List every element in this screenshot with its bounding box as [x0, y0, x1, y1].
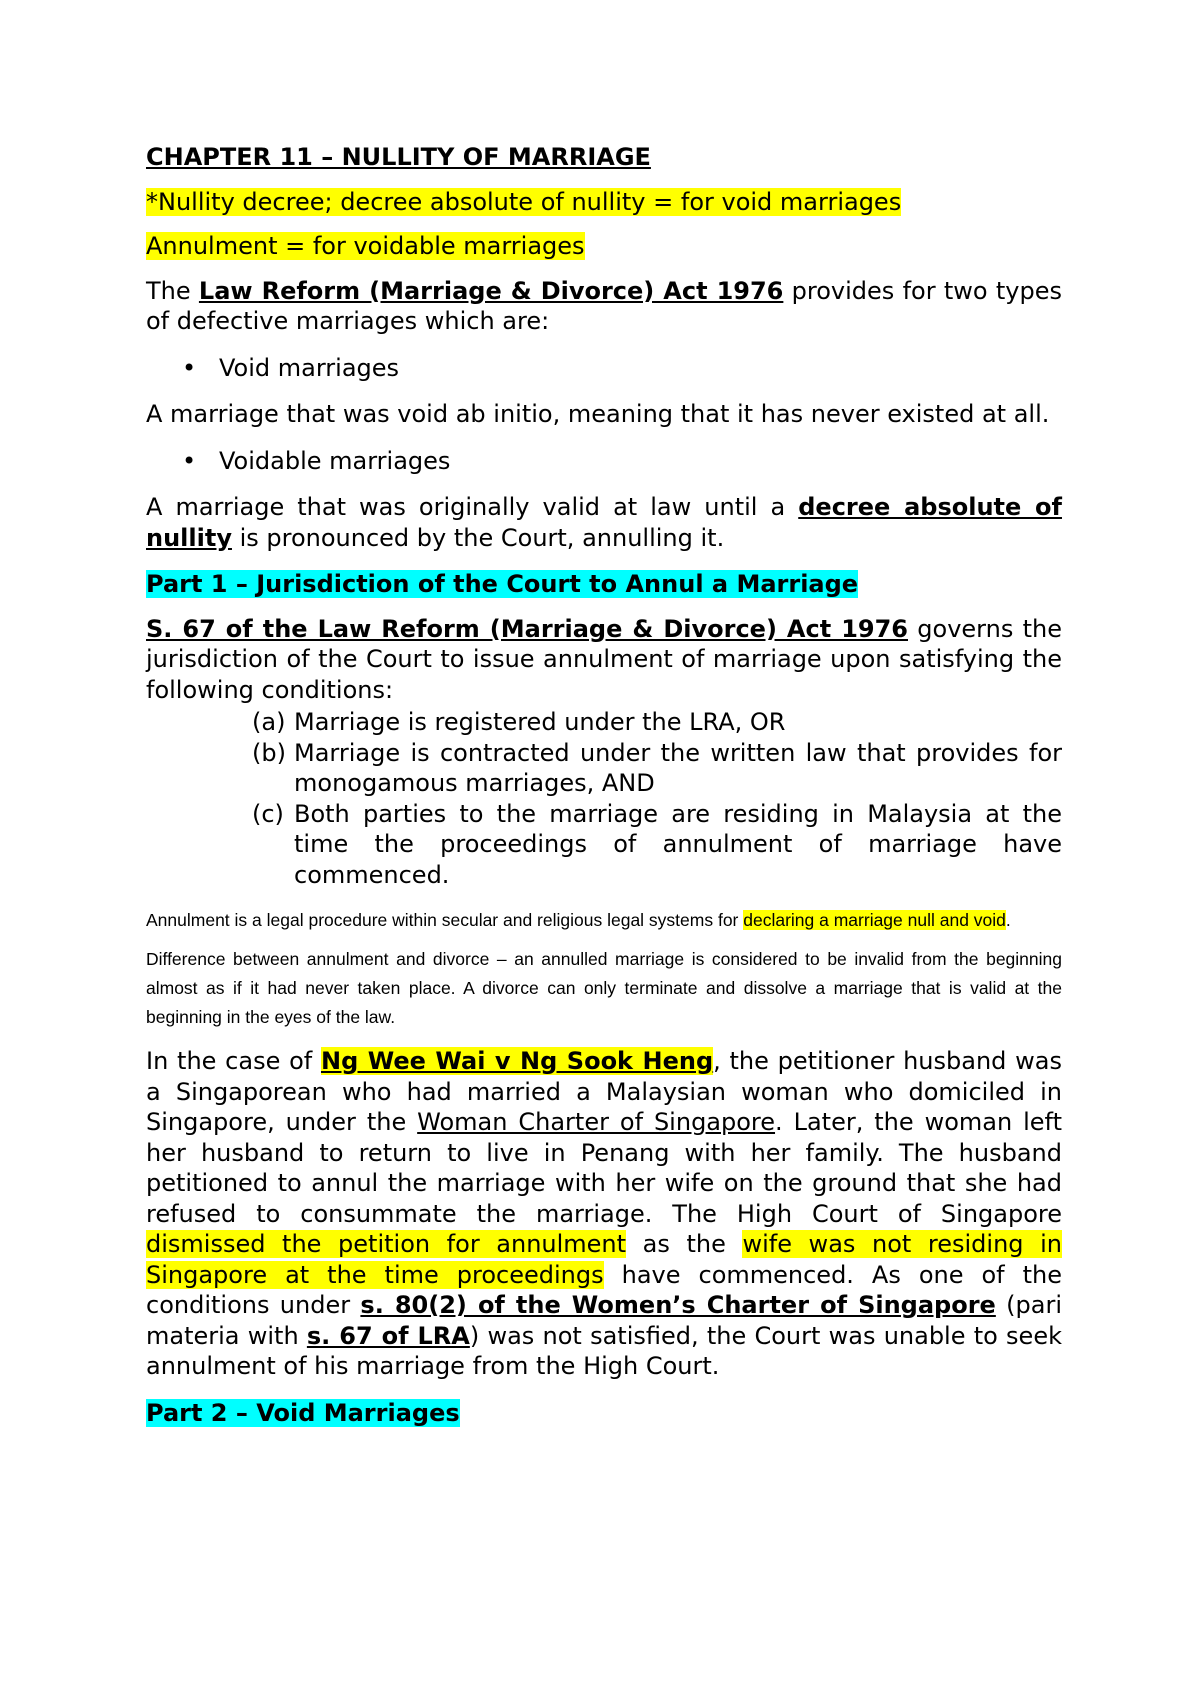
condition-text: Both parties to the marriage are residing in Malaysia at the time the proceedings of annulment of marriage have commenced.: [294, 799, 1062, 889]
condition-marker: (c): [252, 799, 284, 828]
condition-marker: (a): [252, 708, 286, 736]
nullity-note-highlight: *Nullity decree; decree absolute of nullity = for void marriages: [146, 187, 902, 216]
annulment-note: [146, 231, 1062, 262]
part2-heading-text: Part 2 – Void Marriages: [146, 1398, 460, 1427]
bullet-void: [146, 353, 1062, 384]
case-text: , the petitioner husband was a Singaporean who had married a Malaysian woman who domiciled in Singapore, under the: [146, 1047, 1062, 1136]
voidable-text: A marriage that was originally valid at law until a: [146, 493, 799, 521]
case-highlight-residing: wife was not residing in Singapore at the time proceedings: [146, 1230, 1062, 1289]
condition-a: [146, 707, 1062, 738]
part1-heading: [146, 569, 1062, 600]
annulment-definition-highlight: declaring a marriage null and void: [743, 910, 1006, 930]
section-67-reference: S. 67 of the Law Reform (Marriage & Divorce) Act 1976: [146, 614, 908, 643]
case-name: Ng Wee Wai v Ng Sook Heng: [321, 1047, 714, 1075]
part2-heading: [146, 1398, 1062, 1429]
bullet-icon: •: [182, 446, 197, 475]
intro-text: The: [146, 276, 199, 305]
annulment-definition-end: .: [1005, 910, 1011, 930]
annulment-definition: [146, 906, 1062, 935]
intro-paragraph: [146, 276, 1062, 337]
decree-absolute-term: decree absolute of nullity: [146, 493, 1062, 552]
bullet-voidable: [146, 446, 1062, 477]
intro-text-end: provides for two types of defective marriages which are:: [146, 276, 1062, 335]
chapter-title: CHAPTER 11 – NULLITY OF MARRIAGE: [146, 143, 651, 171]
bullet-icon: •: [182, 353, 197, 382]
case-text: In the case of: [146, 1047, 321, 1075]
nullity-note: [146, 187, 1062, 218]
case-highlight-dismissed: dismissed the petition for annulment: [146, 1230, 627, 1258]
bullet-voidable-label: Voidable marriages: [219, 446, 451, 475]
case-text: (pari materia with: [146, 1291, 1063, 1350]
annulment-vs-divorce: Difference between annulment and divorce – an annulled marriage is considered to be invalid from the beginning almost as if it had never taken place. A divorce can only terminate and dissolve a marriage that is valid at the beginning in the eyes of the law.: [146, 949, 1062, 1027]
act-reference: Law Reform (Marriage & Divorce) Act 1976: [198, 276, 784, 305]
case-paragraph: [146, 1046, 1062, 1382]
voidable-description: [146, 492, 1062, 553]
part1-heading-text: Part 1 – Jurisdiction of the Court to Annul a Marriage: [146, 570, 859, 598]
section-67-text: governs the jurisdiction of the Court to issue annulment of marriage upon satisfying the following conditions:: [146, 614, 1062, 704]
annulment-definition-text: Annulment is a legal procedure within secular and religious legal systems for: [146, 910, 744, 930]
section-67-lra-reference: s. 67 of LRA: [306, 1321, 470, 1350]
void-description: A marriage that was void ab initio, meaning that it has never existed at all.: [146, 400, 1050, 428]
condition-c: [146, 799, 1062, 891]
case-text: . Later, the woman left her husband to return to live in Penang with her family. The husband petitioned to annul the marriage with her wife on the ground that she had refused to consummate the marriage. The High Court of Singapore: [146, 1108, 1062, 1228]
section-67-paragraph: [146, 614, 1062, 706]
voidable-text-end: is pronounced by the Court, annulling it.: [231, 523, 725, 552]
case-text: ) was not satisfied, the Court was unable to seek annulment of his marriage from the High Court.: [146, 1321, 1062, 1380]
case-text: as the: [626, 1230, 743, 1258]
condition-b: [146, 738, 1062, 799]
condition-text: Marriage is registered under the LRA, OR: [294, 708, 786, 736]
conditions-list: [146, 707, 1062, 890]
condition-text: Marriage is contracted under the written law that provides for monogamous marriages, AND: [294, 738, 1062, 797]
condition-marker: (b): [252, 738, 286, 767]
charter-reference: Woman Charter of Singapore: [417, 1108, 776, 1136]
case-text: have commenced. As one of the conditions under: [146, 1260, 1063, 1319]
section-80-reference: s. 80(2) of the Women’s Charter of Singapore: [360, 1291, 996, 1319]
annulment-note-highlight: Annulment = for voidable marriages: [146, 232, 585, 260]
bullet-void-label: Void marriages: [219, 353, 400, 382]
